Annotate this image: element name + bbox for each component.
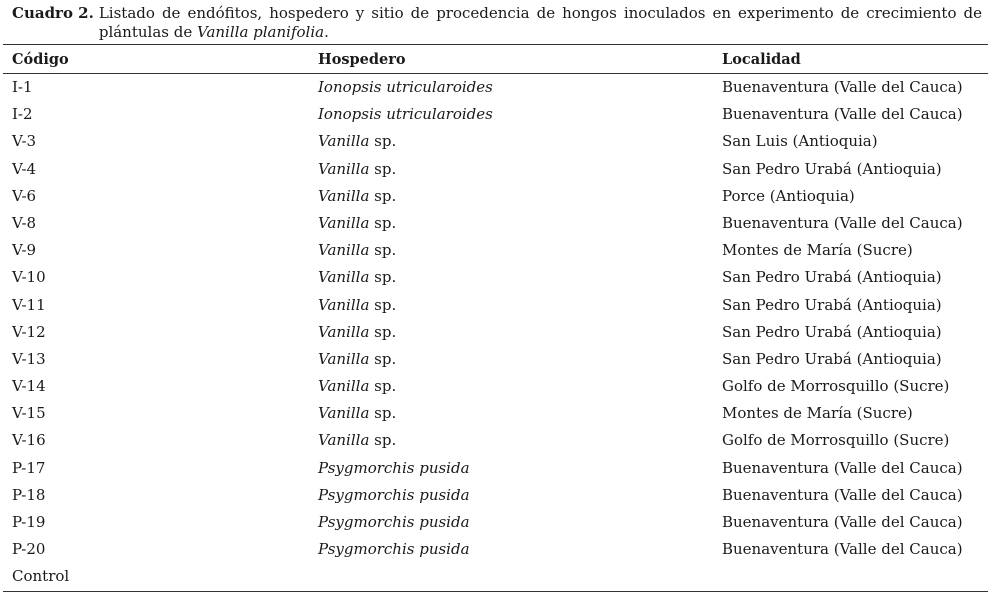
cell-hospedero xyxy=(318,427,396,454)
table-row xyxy=(3,563,988,590)
host-suffix: sp. xyxy=(369,377,397,396)
caption-species: Vanilla planifolia xyxy=(197,23,325,41)
table-row xyxy=(3,536,988,563)
cell-codigo: I-2 xyxy=(12,105,33,124)
table-row xyxy=(3,509,988,536)
host-suffix: sp. xyxy=(369,241,397,260)
table-row xyxy=(3,346,988,373)
host-genus: Vanilla xyxy=(318,213,370,232)
host-suffix: sp. xyxy=(369,322,397,341)
header-codigo: Código xyxy=(12,51,69,68)
host-genus: Vanilla xyxy=(318,132,370,151)
host-genus: Psygmorchis pusida xyxy=(318,513,470,531)
cell-hospedero xyxy=(318,74,493,101)
cell-codigo: V-9 xyxy=(12,241,37,260)
table-row xyxy=(3,101,988,128)
cell-localidad: Buenaventura (Valle del Cauca) xyxy=(722,105,963,124)
table-row xyxy=(3,400,988,427)
cell-localidad: San Pedro Urabá (Antioquia) xyxy=(722,268,942,287)
cell-codigo: V-6 xyxy=(12,186,37,205)
cell-localidad: Buenaventura (Valle del Cauca) xyxy=(722,513,963,531)
cell-hospedero xyxy=(318,509,470,536)
header-hospedero: Hospedero xyxy=(318,51,406,68)
cell-codigo: V-14 xyxy=(12,377,46,396)
host-genus: Vanilla xyxy=(318,268,370,287)
host-suffix: sp. xyxy=(369,213,397,232)
cell-hospedero xyxy=(318,455,470,482)
cell-localidad: San Pedro Urabá (Antioquia) xyxy=(722,349,942,368)
cell-hospedero xyxy=(318,400,396,427)
cell-codigo: P-20 xyxy=(12,540,46,559)
cell-codigo: P-19 xyxy=(12,513,46,531)
host-suffix: sp. xyxy=(369,268,397,287)
host-genus: Vanilla xyxy=(318,241,370,260)
cell-codigo: Control xyxy=(12,567,70,586)
cell-hospedero xyxy=(318,210,396,237)
cell-codigo: P-17 xyxy=(12,458,46,477)
cell-localidad: Buenaventura (Valle del Cauca) xyxy=(722,213,963,232)
cell-codigo: V-15 xyxy=(12,404,46,423)
cell-hospedero xyxy=(318,346,396,373)
cell-localidad: Golfo de Morrosquillo (Sucre) xyxy=(722,377,950,396)
cell-codigo: V-16 xyxy=(12,431,46,450)
table-row xyxy=(3,319,988,346)
cell-localidad: San Pedro Urabá (Antioquia) xyxy=(722,322,942,341)
cell-hospedero xyxy=(318,319,396,346)
table-row xyxy=(3,237,988,264)
cell-localidad: San Pedro Urabá (Antioquia) xyxy=(722,159,942,178)
table-row xyxy=(3,183,988,210)
table-header xyxy=(3,45,988,74)
header-localidad: Localidad xyxy=(722,51,801,68)
cell-codigo: V-4 xyxy=(12,159,37,178)
cell-codigo: V-10 xyxy=(12,268,46,287)
cell-hospedero xyxy=(318,101,493,128)
cell-localidad: Buenaventura (Valle del Cauca) xyxy=(722,458,963,477)
table-row xyxy=(3,128,988,155)
cell-hospedero xyxy=(318,237,396,264)
cell-localidad: Golfo de Morrosquillo (Sucre) xyxy=(722,431,950,450)
cell-codigo: P-18 xyxy=(12,485,46,504)
host-genus: Vanilla xyxy=(318,404,370,423)
cell-localidad: San Pedro Urabá (Antioquia) xyxy=(722,295,942,314)
host-suffix: sp. xyxy=(369,132,397,151)
table-row xyxy=(3,264,988,291)
table-row xyxy=(3,482,988,509)
table-caption xyxy=(12,4,982,42)
cell-localidad: San Luis (Antioquia) xyxy=(722,132,878,151)
host-genus: Ionopsis utricularoides xyxy=(318,105,493,124)
table-row xyxy=(3,455,988,482)
host-suffix: sp. xyxy=(369,159,397,178)
cell-hospedero xyxy=(318,128,396,155)
cell-hospedero xyxy=(318,183,396,210)
host-genus: Psygmorchis pusida xyxy=(318,540,470,559)
cell-codigo: V-11 xyxy=(12,295,46,314)
host-genus: Vanilla xyxy=(318,349,370,368)
table-row xyxy=(3,427,988,454)
host-genus: Vanilla xyxy=(318,186,370,205)
cell-codigo: V-3 xyxy=(12,132,37,151)
cell-hospedero xyxy=(318,482,470,509)
caption-text-end: . xyxy=(324,23,329,41)
caption-label: Cuadro 2. xyxy=(12,4,94,22)
host-suffix: sp. xyxy=(369,404,397,423)
cell-hospedero xyxy=(318,536,470,563)
endophyte-table xyxy=(3,44,988,592)
cell-hospedero xyxy=(318,156,396,183)
table-row xyxy=(3,156,988,183)
host-genus: Psygmorchis pusida xyxy=(318,485,470,504)
table-row xyxy=(3,210,988,237)
host-suffix: sp. xyxy=(369,186,397,205)
host-genus: Vanilla xyxy=(318,295,370,314)
cell-localidad: Montes de María (Sucre) xyxy=(722,404,913,423)
caption-text-main: Listado de endófitos, hospedero y sitio de procedencia de hongos inoculados en experimento de crecimiento de plántulas de xyxy=(98,4,982,41)
cell-hospedero xyxy=(318,373,396,400)
cell-codigo: V-13 xyxy=(12,349,46,368)
cell-hospedero xyxy=(318,264,396,291)
cell-localidad: Buenaventura (Valle del Cauca) xyxy=(722,78,963,96)
host-genus: Vanilla xyxy=(318,159,370,178)
table-body xyxy=(3,74,988,591)
host-suffix: sp. xyxy=(369,349,397,368)
host-genus: Vanilla xyxy=(318,431,370,450)
cell-localidad: Porce (Antioquia) xyxy=(722,186,855,205)
cell-hospedero xyxy=(318,292,396,319)
host-genus: Psygmorchis pusida xyxy=(318,458,470,477)
host-suffix: sp. xyxy=(369,431,397,450)
host-genus: Vanilla xyxy=(318,322,370,341)
table-row xyxy=(3,373,988,400)
table-row xyxy=(3,292,988,319)
cell-codigo: V-12 xyxy=(12,322,46,341)
host-genus: Vanilla xyxy=(318,377,370,396)
caption-text xyxy=(99,4,982,42)
cell-localidad: Montes de María (Sucre) xyxy=(722,241,913,260)
cell-codigo: V-8 xyxy=(12,213,37,232)
host-suffix: sp. xyxy=(369,295,397,314)
cell-localidad: Buenaventura (Valle del Cauca) xyxy=(722,540,963,559)
cell-localidad: Buenaventura (Valle del Cauca) xyxy=(722,485,963,504)
cell-codigo: I-1 xyxy=(12,78,33,96)
host-genus: Ionopsis utricularoides xyxy=(318,78,493,96)
table-row xyxy=(3,74,988,101)
